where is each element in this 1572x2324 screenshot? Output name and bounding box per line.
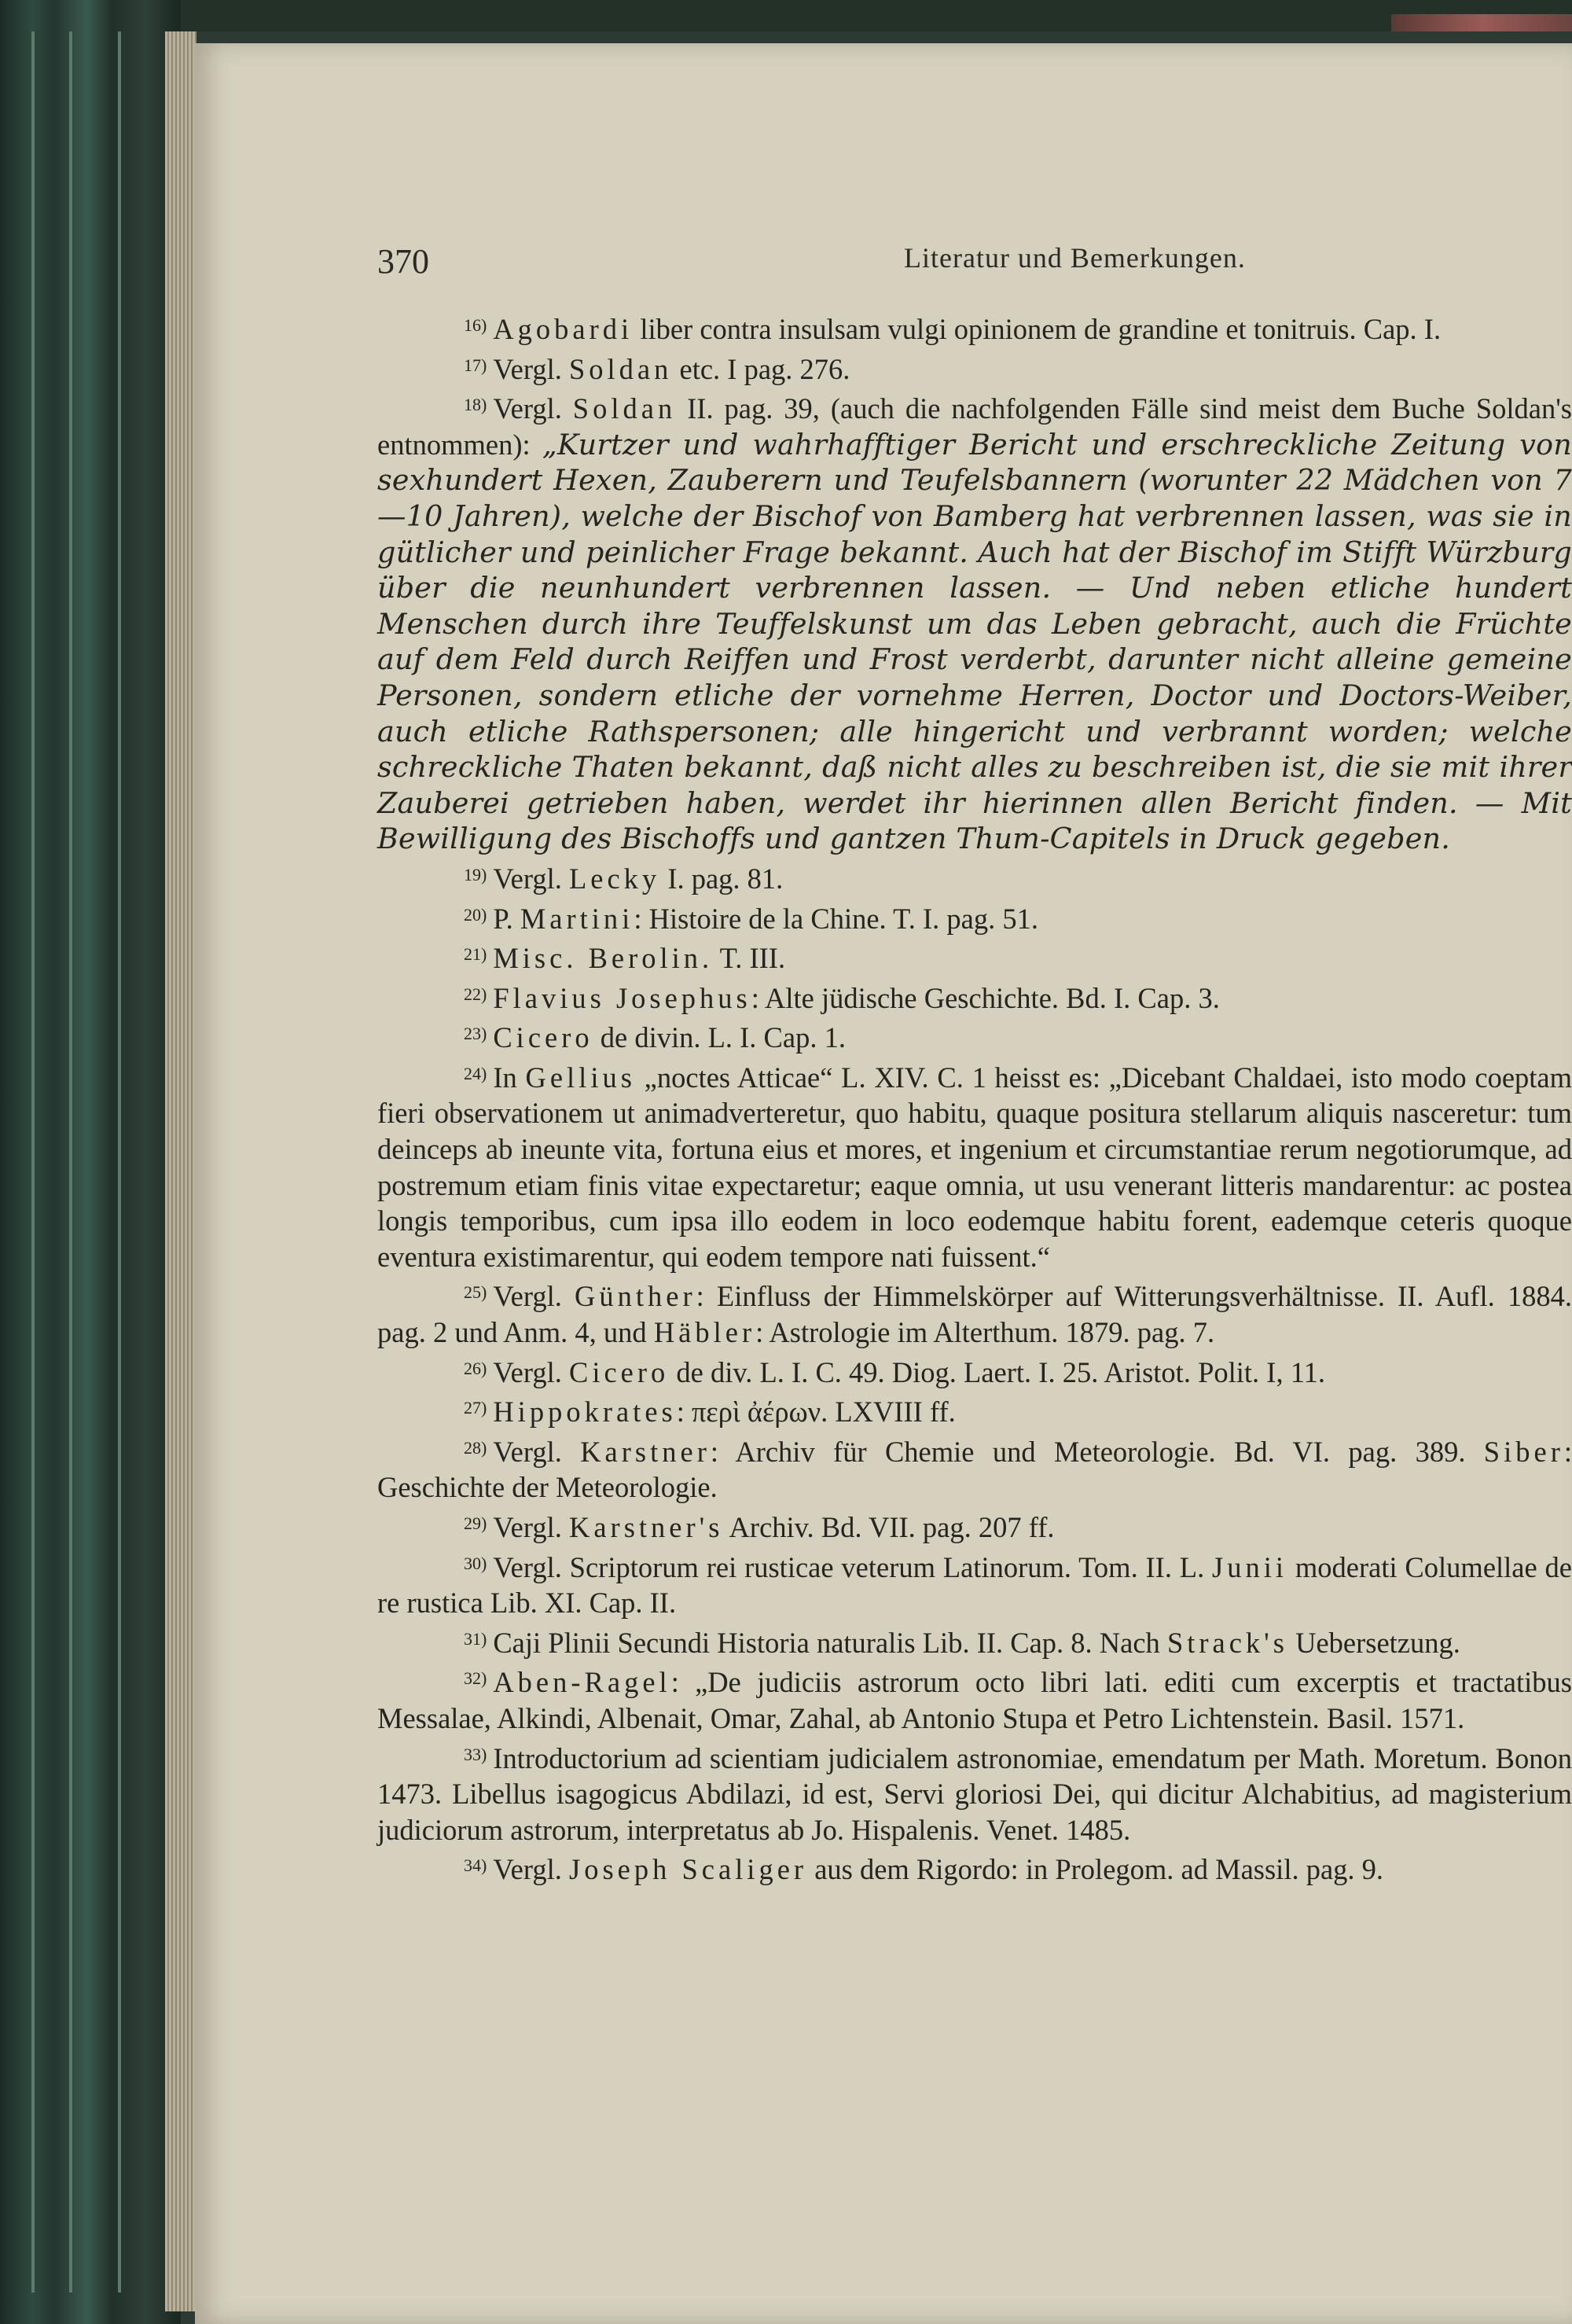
footnote-author: Soldan [572,392,677,425]
footnote-prefix: Vergl. [493,352,569,385]
footnote-author: Aben-Ragel [493,1666,671,1699]
footnote-text: : Astrologie im Alterthum. 1879. pag. 7. [755,1316,1215,1349]
footnote-text: „noctes Atticae“ L. XIV. C. 1 heisst es: „Dicebant Chaldaei, isto modo coeptam fieri observationem ut animadverteretur, quo habitu, quaque positura stellarum aliquis nasceretur: tum deinceps ab ineunte vita, fortuna eius et mores, et ingenium et circumstantiae rerum negotiorumque, ad postremum etiam finis vitae expectaretur; eaque omnia, ut usu venerant litteris mandarentur: ac postea longis temporibus, cum ipsa illo eodem in loco eodemque habitu forent, eademque ceteris quoque eventura existimarentur, qui eodem tempore nati fuissent.“ [377,1061,1572,1273]
footnote-author: Lecky [568,862,661,895]
footnote-number: 34) [464,1855,487,1876]
footnote-prefix: Vergl. [493,1280,575,1313]
footnote-number: 30) [464,1553,487,1573]
footnote [377,387,1572,857]
footnote-text: de divin. L. I. Cap. 1. [593,1021,846,1054]
footnote-text: : Alte jüdische Geschichte. Bd. I. Cap. 3. [751,981,1220,1014]
page-number: 370 [377,242,429,281]
cover-line [118,31,121,2293]
footnote-number: 18) [464,395,487,415]
footnote-prefix: Introductorium ad scientiam judicialem astronomiae, emendatum per Math. Moretum. Bonon 1473. Libellus isagogicus Abdilazi, id est, Servi gloriosi Dei, qui dicitur Alchabitius, ad magisterium judiciorum astrorum, interpretatus ab Jo. Hispalenis. Venet. 1485. [377,1741,1572,1846]
footnote-text: II. pag. 39, (auch die nachfolgenden Fälle sind meist dem Buche Soldan's entnommen): [377,392,1572,461]
footnote [377,1390,1572,1430]
footnote-author: Hippokrates [493,1396,677,1429]
footnote-prefix: P. [493,902,520,935]
footnote [377,1848,1572,1888]
footnote [377,1351,1572,1391]
footnote-number: 16) [464,315,487,335]
footnote-fraktur-quote: „Kurtzer und wahrhafftiger Bericht und erschreckliche Zeitung von sexhundert Hexen, Zauberern und Teufelsbannern (worunter 22 Mädchen von 7—10 Jahren), welche der Bischof von Bamberg hat verbrennen lassen, was sie in gütlicher und peinlicher Frage bekannt. Auch hat der Bischof im Stifft Würzburg über die neunhundert verbrennen lassen. — Und neben etliche hundert Menschen durch ihre Teuffelskunst um das Leben gebracht, auch die Früchte auf dem Feld durch Reiffen und Frost verderbt, darunter nicht alleine gemeine Personen, sondern etliche der vornehme Herren, Doctor und Doctors-Weiber, auch etliche Rathspersonen; alle hingericht und verbrannt worden; welche schreckliche Thaten bekannt, daß nicht alles zu beschreiben ist, die sie mit ihrer Zauberei getrieben haben, werdet ihr hierinnen allen Bericht finden. — Mit Bewilligung des Bischoffs und gantzen Thum-Capitels in Druck gegeben. [377,427,1572,856]
footnote-author: Günther [575,1280,696,1313]
footnote-text: : Histoire de la Chine. T. I. pag. 51. [634,902,1038,935]
footnote-author: Gellius [525,1061,636,1094]
footnote-number: 32) [464,1668,487,1689]
footnote-text: T. III. [713,942,786,975]
footnote-text: : Einfluss der Himmelskörper auf Witterungsverhältnisse. II. Aufl. 1884. pag. 2 und Anm. 4, und [377,1280,1572,1349]
footnote-number: 21) [464,944,487,965]
footnote-prefix: Vergl. [493,392,573,425]
footnote-number: 23) [464,1024,487,1044]
page-edges [165,31,196,2311]
footnote-prefix: Vergl. [493,862,569,895]
footnote-author: Junii [1212,1550,1288,1583]
footnote-prefix: Caji Plinii Secundi Historia naturalis Lib. II. Cap. 8. Nach [493,1626,1167,1659]
footnote [377,1621,1572,1661]
footnote-text: I. pag. 81. [660,862,784,895]
footnote [377,976,1572,1017]
footnote-prefix: Vergl. [493,1355,569,1388]
footnote-number: 31) [464,1628,487,1649]
footnote-author: Karstner [580,1435,711,1468]
footnote-text: de div. L. I. C. 49. Diog. Laert. I. 25. Aristot. Polit. I, 11. [669,1355,1325,1388]
footnote [377,1660,1572,1736]
footnote-author: Siber [1483,1435,1564,1468]
footnote-text: moderati Columellae de re rustica Lib. XI. Cap. II. [377,1550,1572,1620]
footnote-prefix: Vergl. [493,1435,581,1468]
footnotes-list [377,307,1572,1888]
footnote-author: Flavius Josephus [493,981,751,1014]
footnote-prefix: In [493,1061,526,1094]
footnote-number: 26) [464,1358,487,1378]
footnote [377,1737,1572,1848]
book-page [195,43,1572,2324]
cover-line [31,31,35,2293]
running-title: Literatur und Bemerkungen. [904,242,1246,274]
red-edge-mark [1391,14,1572,31]
footnote [377,1016,1572,1056]
footnote [377,1430,1572,1506]
footnote-author: Karstner's [568,1511,724,1543]
footnote-text: : περὶ ἀέρων. LXVIII ff. [676,1396,956,1429]
footnote-author: Häbler [653,1316,756,1349]
footnote-number: 22) [464,984,487,1004]
footnote [377,1546,1572,1621]
footnote-number: 20) [464,904,487,925]
footnote-number: 24) [464,1063,487,1083]
footnote-author: Misc. Berolin. [493,942,714,975]
footnote-author: Joseph Scaliger [568,1853,808,1886]
footnote-text: : Geschichte der Meteorologie. [377,1435,1572,1504]
footnote-number: 25) [464,1282,487,1303]
footnote-number: 27) [464,1398,487,1418]
footnote-author: Strack's [1166,1626,1288,1659]
book-cover-edge [0,0,181,2324]
footnote-text: Archiv. Bd. VII. pag. 207 ff. [723,1511,1055,1543]
footnote-prefix: Vergl. [493,1511,569,1543]
footnote-text: liber contra insulsam vulgi opinionem de grandine et tonitruis. Cap. I. [633,313,1442,345]
footnote-number: 17) [464,355,487,375]
top-band [0,0,1572,31]
footnote-text: : Archiv für Chemie und Meteorologie. Bd. VI. pag. 389. [710,1435,1484,1468]
footnote-author: Cicero [568,1355,670,1388]
footnote-author: Martini [520,902,634,935]
footnote [377,1056,1572,1275]
footnote [377,347,1572,388]
footnote-author: Soldan [568,352,673,385]
footnote-prefix: Vergl. [493,1853,569,1886]
footnote-number: 19) [464,864,487,884]
footnote-number: 33) [464,1744,487,1764]
footnote-text: etc. I pag. 276. [672,352,850,385]
footnote-text: Uebersetzung. [1287,1626,1460,1659]
cover-line [69,31,72,2293]
footnote-author: Cicero [493,1021,593,1054]
footnote [377,857,1572,897]
footnote [377,936,1572,976]
footnote-text: aus dem Rigordo: in Prolegom. ad Massil. pag. 9. [807,1853,1384,1886]
footnote [377,1506,1572,1546]
footnote-number: 29) [464,1513,487,1533]
footnote [377,897,1572,937]
running-head [377,241,1533,281]
footnote [377,1274,1572,1350]
footnote-author: Agobardi [493,313,634,345]
footnote-prefix: Vergl. Scriptorum rei rusticae veterum Latinorum. Tom. II. L. [493,1550,1213,1583]
footnote-number: 28) [464,1437,487,1458]
footnote-text: : „De judiciis astrorum octo libri lati. editi cum excerptis et tractatibus Messalae, Alkindi, Albenait, Omar, Zahal, ab Antonio Stupa et Petro Lichtenstein. Basil. 1571. [377,1666,1572,1734]
footnote [377,307,1572,347]
